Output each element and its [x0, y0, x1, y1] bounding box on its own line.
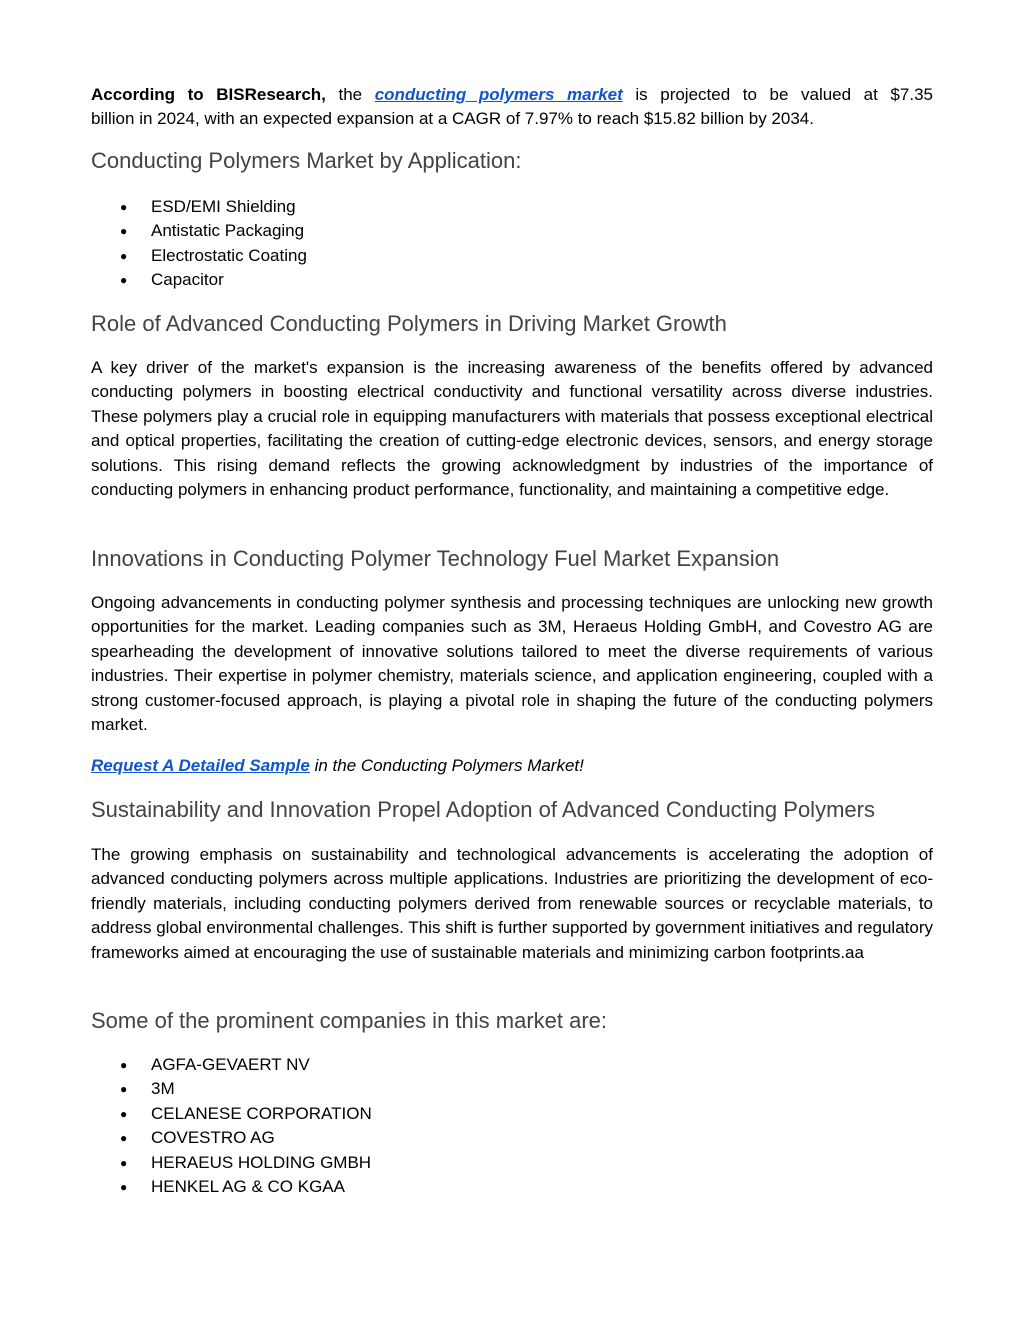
list-item-label: HENKEL AG & CO KGAA	[151, 1177, 345, 1197]
list-item-label: Capacitor	[151, 270, 224, 290]
intro-lead-plain: the	[325, 85, 375, 104]
list-item-label: CELANESE CORPORATION	[151, 1103, 372, 1123]
list-item	[91, 1102, 933, 1126]
innovations-heading: Innovations in Conducting Polymer Technology Fuel Market Expansion	[91, 546, 780, 571]
request-sample-link[interactable]: Request A Detailed Sample	[91, 756, 310, 775]
list-item	[91, 1053, 933, 1077]
sustainability-paragraph: The growing emphasis on sustainability and technological advancements is accelerating the adoption of advanced conducting polymers across multiple applications. Industries are prioritizing the development of eco-friendly materials, including conducting polymers derived from renewable sources or recyclable materials, to address global environmental challenges. This shift is further supported by government initiatives and regulatory frameworks aimed at encouraging the use of sustainable materials and minimizing carbon footprints.aa	[91, 845, 933, 962]
list-item-label: COVESTRO AG	[151, 1128, 275, 1148]
sustainability-heading: Sustainability and Innovation Propel Adoption of Advanced Conducting Polymers	[91, 797, 875, 822]
list-item	[91, 1175, 933, 1199]
conducting-polymers-market-link[interactable]: conducting polymers market	[374, 85, 623, 104]
request-sample-line	[91, 754, 933, 778]
bullet-icon: ●	[120, 1106, 128, 1121]
list-item-label: Electrostatic Coating	[151, 245, 307, 265]
role-heading: Role of Advanced Conducting Polymers in Driving Market Growth	[91, 311, 727, 336]
list-item	[91, 1151, 933, 1175]
bullet-icon: ●	[120, 1082, 128, 1097]
list-item	[91, 1077, 933, 1101]
intro-line-2: billion in 2024, with an expected expansion at a CAGR of 7.97% to reach $15.82 billion by 2034.	[91, 109, 814, 129]
list-item-label: HERAEUS HOLDING GMBH	[151, 1152, 372, 1172]
application-heading: Conducting Polymers Market by Application:	[91, 148, 522, 173]
list-item-label: Antistatic Packaging	[151, 221, 305, 241]
intro-paragraph	[91, 83, 933, 132]
list-item	[91, 268, 933, 292]
innovations-paragraph: Ongoing advancements in conducting polymer synthesis and processing techniques are unlocking new growth opportunities for the market. Leading companies such as 3M, Heraeus Holding GmbH, and Covestro AG are spearheading the development of innovative solutions tailored to meet the diverse requirements of various industries. Their expertise in polymer chemistry, materials science, and application engineering, coupled with a strong customer-focused approach, is playing a pivotal role in shaping the future of the conducting polymers market.	[91, 593, 933, 735]
intro-lead: According to BISResearch,	[91, 85, 326, 104]
list-item	[91, 244, 933, 268]
bullet-icon: ●	[120, 1155, 128, 1170]
list-item-label: ESD/EMI Shielding	[151, 197, 296, 216]
intro-line1-rest: is projected to be valued at $7.35	[622, 85, 933, 104]
request-sample-rest: in the Conducting Polymers Market!	[309, 756, 584, 775]
application-list	[91, 195, 933, 293]
bullet-icon: ●	[120, 273, 128, 288]
role-paragraph: A key driver of the market's expansion is the increasing awareness of the benefits offered by advanced conducting polymers in boosting electrical conductivity and functional versatility across diverse industries. These polymers play a crucial role in equipping manufacturers with materials that possess exceptional electrical and optical properties, facilitating the creation of cutting-edge electronic devices, sensors, and energy storage solutions. This rising demand reflects the growing acknowledgment by industries of the importance of conducting polymers in enhancing product performance, functionality, and maintaining a competitive edge.	[91, 358, 933, 500]
bullet-icon: ●	[120, 200, 128, 214]
companies-list	[91, 1053, 933, 1199]
bullet-icon: ●	[120, 248, 128, 263]
bullet-icon: ●	[120, 1058, 128, 1072]
list-item	[91, 219, 933, 243]
list-item-label: AGFA-GEVAERT NV	[151, 1055, 310, 1074]
intro-line-1	[91, 83, 933, 107]
bullet-icon: ●	[120, 1131, 128, 1146]
bullet-icon: ●	[120, 224, 128, 239]
list-item	[91, 1126, 933, 1150]
bullet-icon: ●	[120, 1180, 128, 1195]
list-item	[91, 195, 933, 219]
list-item-label: 3M	[151, 1079, 175, 1099]
companies-heading: Some of the prominent companies in this market are:	[91, 1008, 608, 1033]
